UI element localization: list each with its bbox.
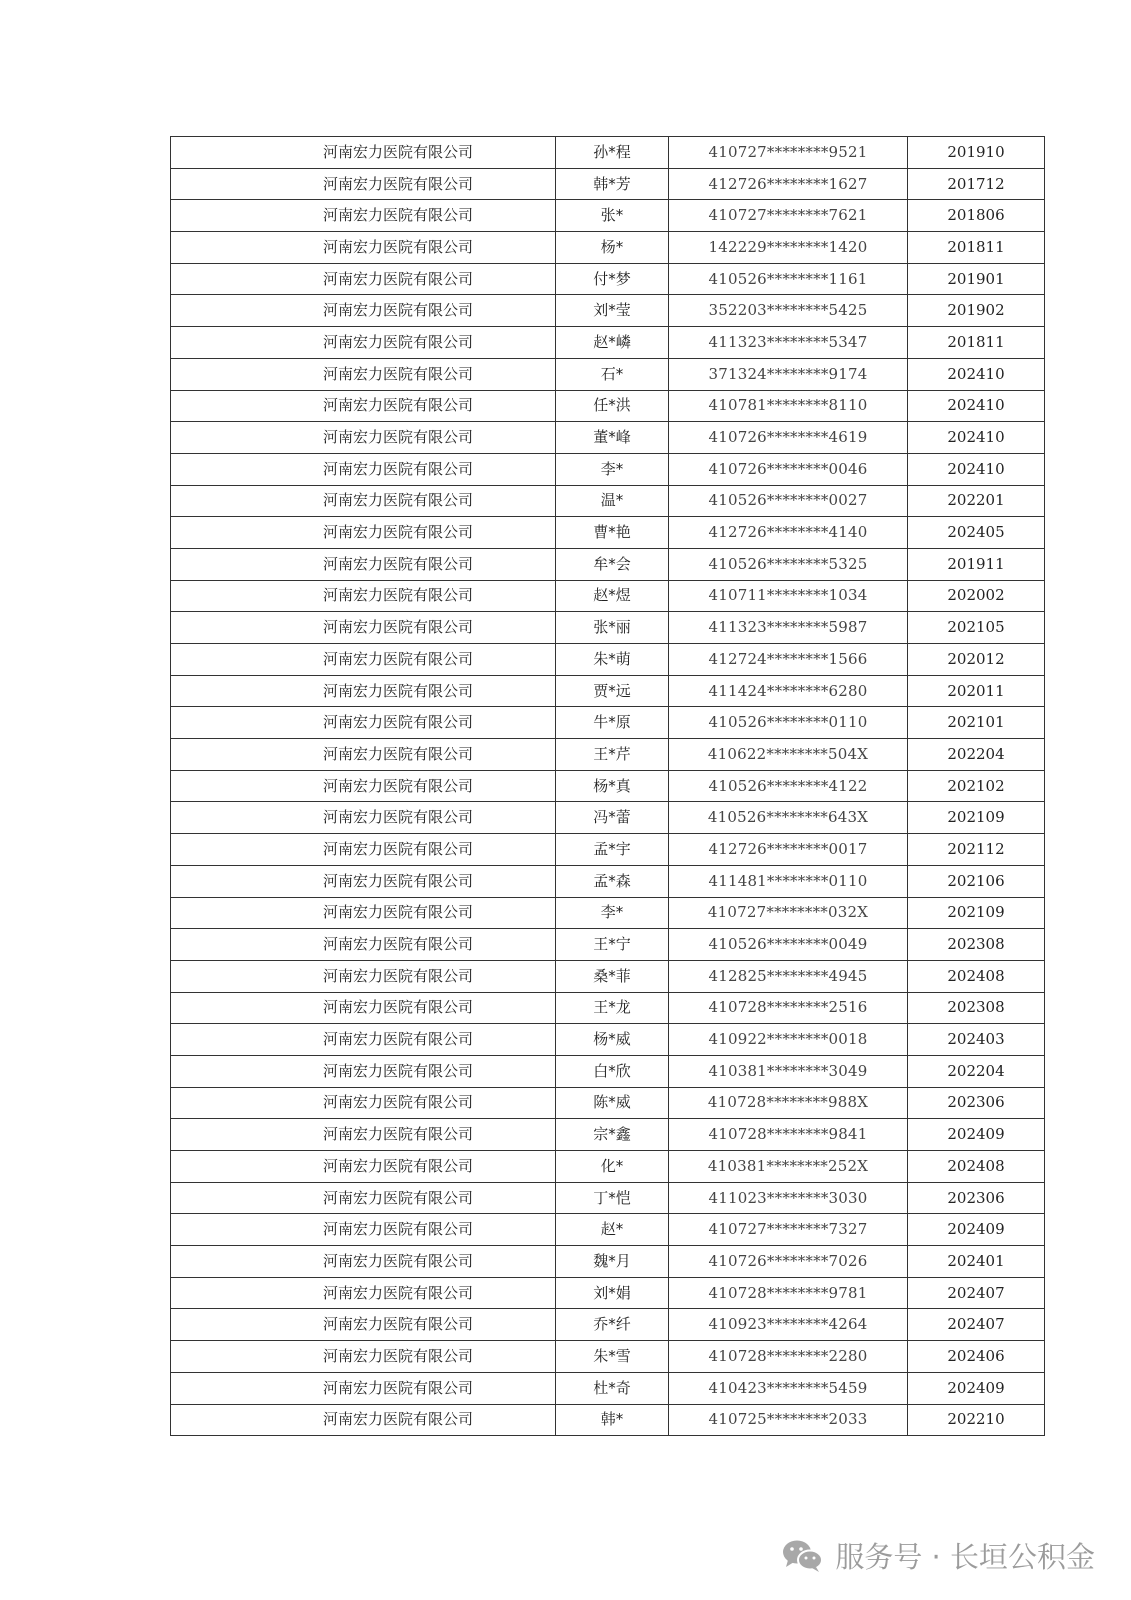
id-number-cell: 412726********0017 <box>669 834 908 866</box>
table-row <box>171 865 1045 897</box>
name-cell: 刘*娟 <box>556 1277 669 1309</box>
name-cell: 朱*萌 <box>556 644 669 676</box>
table-row <box>171 1055 1045 1087</box>
name-cell: 贾*远 <box>556 675 669 707</box>
table-row <box>171 453 1045 485</box>
month-cell: 202109 <box>908 897 1045 929</box>
name-cell: 张* <box>556 200 669 232</box>
month-cell: 202109 <box>908 802 1045 834</box>
id-number-cell: 411323********5987 <box>669 612 908 644</box>
id-number-cell: 410727********7621 <box>669 200 908 232</box>
month-cell: 202306 <box>908 1087 1045 1119</box>
company-cell: 河南宏力医院有限公司 <box>171 739 556 771</box>
records-table-body <box>171 137 1045 1436</box>
month-cell: 202408 <box>908 1151 1045 1183</box>
month-cell: 202308 <box>908 929 1045 961</box>
company-cell: 河南宏力医院有限公司 <box>171 1087 556 1119</box>
name-cell: 温* <box>556 485 669 517</box>
id-number-cell: 410381********252X <box>669 1151 908 1183</box>
table-row <box>171 739 1045 771</box>
table-row <box>171 1404 1045 1436</box>
table-row <box>171 707 1045 739</box>
company-cell: 河南宏力医院有限公司 <box>171 168 556 200</box>
name-cell: 杜*奇 <box>556 1372 669 1404</box>
id-number-cell: 142229********1420 <box>669 232 908 264</box>
id-number-cell: 352203********5425 <box>669 295 908 327</box>
table-row <box>171 327 1045 359</box>
month-cell: 202204 <box>908 1055 1045 1087</box>
company-cell: 河南宏力医院有限公司 <box>171 1404 556 1436</box>
month-cell: 201806 <box>908 200 1045 232</box>
company-cell: 河南宏力医院有限公司 <box>171 137 556 169</box>
name-cell: 赵*煜 <box>556 580 669 612</box>
id-number-cell: 410922********0018 <box>669 1024 908 1056</box>
name-cell: 杨*威 <box>556 1024 669 1056</box>
month-cell: 202408 <box>908 960 1045 992</box>
id-number-cell: 411481********0110 <box>669 865 908 897</box>
id-number-cell: 410726********7026 <box>669 1246 908 1278</box>
month-cell: 201811 <box>908 327 1045 359</box>
name-cell: 宗*鑫 <box>556 1119 669 1151</box>
name-cell: 冯*蕾 <box>556 802 669 834</box>
company-cell: 河南宏力医院有限公司 <box>171 644 556 676</box>
name-cell: 韩* <box>556 1404 669 1436</box>
table-row <box>171 1024 1045 1056</box>
name-cell: 朱*雪 <box>556 1341 669 1373</box>
name-cell: 桑*菲 <box>556 960 669 992</box>
id-number-cell: 410381********3049 <box>669 1055 908 1087</box>
id-number-cell: 412724********1566 <box>669 644 908 676</box>
table-row <box>171 517 1045 549</box>
table-row <box>171 168 1045 200</box>
company-cell: 河南宏力医院有限公司 <box>171 929 556 961</box>
id-number-cell: 410728********2280 <box>669 1341 908 1373</box>
records-table-wrap <box>170 136 1005 1436</box>
company-cell: 河南宏力医院有限公司 <box>171 263 556 295</box>
table-row <box>171 232 1045 264</box>
table-row <box>171 390 1045 422</box>
name-cell: 曹*艳 <box>556 517 669 549</box>
records-table <box>170 136 1045 1436</box>
company-cell: 河南宏力医院有限公司 <box>171 1182 556 1214</box>
month-cell: 202105 <box>908 612 1045 644</box>
id-number-cell: 410622********504X <box>669 739 908 771</box>
month-cell: 202002 <box>908 580 1045 612</box>
name-cell: 韩*芳 <box>556 168 669 200</box>
name-cell: 付*梦 <box>556 263 669 295</box>
table-row <box>171 770 1045 802</box>
name-cell: 孙*程 <box>556 137 669 169</box>
id-number-cell: 412825********4945 <box>669 960 908 992</box>
id-number-cell: 410526********0027 <box>669 485 908 517</box>
table-row <box>171 1119 1045 1151</box>
month-cell: 202308 <box>908 992 1045 1024</box>
watermark-text: 服务号 · 长垣公积金 <box>835 1540 1095 1574</box>
company-cell: 河南宏力医院有限公司 <box>171 517 556 549</box>
table-row <box>171 422 1045 454</box>
month-cell: 202102 <box>908 770 1045 802</box>
month-cell: 202403 <box>908 1024 1045 1056</box>
company-cell: 河南宏力医院有限公司 <box>171 327 556 359</box>
id-number-cell: 410726********4619 <box>669 422 908 454</box>
company-cell: 河南宏力医院有限公司 <box>171 232 556 264</box>
company-cell: 河南宏力医院有限公司 <box>171 612 556 644</box>
name-cell: 牛*原 <box>556 707 669 739</box>
table-row <box>171 834 1045 866</box>
name-cell: 刘*莹 <box>556 295 669 327</box>
month-cell: 201911 <box>908 548 1045 580</box>
table-row <box>171 1309 1045 1341</box>
table-row <box>171 897 1045 929</box>
table-row <box>171 1151 1045 1183</box>
table-row <box>171 548 1045 580</box>
table-row <box>171 580 1045 612</box>
wechat-icon <box>781 1538 825 1574</box>
company-cell: 河南宏力医院有限公司 <box>171 358 556 390</box>
name-cell: 董*峰 <box>556 422 669 454</box>
company-cell: 河南宏力医院有限公司 <box>171 1055 556 1087</box>
company-cell: 河南宏力医院有限公司 <box>171 802 556 834</box>
name-cell: 王*龙 <box>556 992 669 1024</box>
id-number-cell: 371324********9174 <box>669 358 908 390</box>
id-number-cell: 410727********7327 <box>669 1214 908 1246</box>
company-cell: 河南宏力医院有限公司 <box>171 548 556 580</box>
id-number-cell: 410728********9841 <box>669 1119 908 1151</box>
month-cell: 202012 <box>908 644 1045 676</box>
company-cell: 河南宏力医院有限公司 <box>171 992 556 1024</box>
month-cell: 202101 <box>908 707 1045 739</box>
company-cell: 河南宏力医院有限公司 <box>171 960 556 992</box>
name-cell: 孟*宇 <box>556 834 669 866</box>
watermark <box>781 1535 1095 1576</box>
month-cell: 202306 <box>908 1182 1045 1214</box>
id-number-cell: 410727********9521 <box>669 137 908 169</box>
table-row <box>171 485 1045 517</box>
month-cell: 202410 <box>908 453 1045 485</box>
id-number-cell: 410526********0049 <box>669 929 908 961</box>
table-row <box>171 929 1045 961</box>
id-number-cell: 412726********4140 <box>669 517 908 549</box>
name-cell: 王*芹 <box>556 739 669 771</box>
company-cell: 河南宏力医院有限公司 <box>171 1246 556 1278</box>
month-cell: 201910 <box>908 137 1045 169</box>
id-number-cell: 410711********1034 <box>669 580 908 612</box>
id-number-cell: 411424********6280 <box>669 675 908 707</box>
table-row <box>171 992 1045 1024</box>
table-row <box>171 1277 1045 1309</box>
month-cell: 202204 <box>908 739 1045 771</box>
company-cell: 河南宏力医院有限公司 <box>171 200 556 232</box>
name-cell: 孟*森 <box>556 865 669 897</box>
month-cell: 202409 <box>908 1119 1045 1151</box>
month-cell: 201902 <box>908 295 1045 327</box>
id-number-cell: 410725********2033 <box>669 1404 908 1436</box>
id-number-cell: 410781********8110 <box>669 390 908 422</box>
id-number-cell: 410423********5459 <box>669 1372 908 1404</box>
company-cell: 河南宏力医院有限公司 <box>171 1277 556 1309</box>
name-cell: 张*丽 <box>556 612 669 644</box>
company-cell: 河南宏力医院有限公司 <box>171 865 556 897</box>
name-cell: 李* <box>556 453 669 485</box>
id-number-cell: 410728********988X <box>669 1087 908 1119</box>
company-cell: 河南宏力医院有限公司 <box>171 390 556 422</box>
name-cell: 乔*纤 <box>556 1309 669 1341</box>
id-number-cell: 411323********5347 <box>669 327 908 359</box>
month-cell: 202409 <box>908 1372 1045 1404</box>
table-row <box>171 1246 1045 1278</box>
id-number-cell: 412726********1627 <box>669 168 908 200</box>
table-row <box>171 1087 1045 1119</box>
company-cell: 河南宏力医院有限公司 <box>171 1309 556 1341</box>
month-cell: 202410 <box>908 358 1045 390</box>
id-number-cell: 410526********0110 <box>669 707 908 739</box>
company-cell: 河南宏力医院有限公司 <box>171 1024 556 1056</box>
name-cell: 白*欣 <box>556 1055 669 1087</box>
month-cell: 202106 <box>908 865 1045 897</box>
month-cell: 202407 <box>908 1309 1045 1341</box>
name-cell: 魏*月 <box>556 1246 669 1278</box>
month-cell: 202410 <box>908 390 1045 422</box>
id-number-cell: 410526********643X <box>669 802 908 834</box>
table-row <box>171 612 1045 644</box>
company-cell: 河南宏力医院有限公司 <box>171 770 556 802</box>
id-number-cell: 410526********1161 <box>669 263 908 295</box>
table-row <box>171 137 1045 169</box>
id-number-cell: 410727********032X <box>669 897 908 929</box>
table-row <box>171 675 1045 707</box>
company-cell: 河南宏力医院有限公司 <box>171 1151 556 1183</box>
month-cell: 202410 <box>908 422 1045 454</box>
table-row <box>171 644 1045 676</box>
name-cell: 化* <box>556 1151 669 1183</box>
month-cell: 202112 <box>908 834 1045 866</box>
month-cell: 201712 <box>908 168 1045 200</box>
month-cell: 202201 <box>908 485 1045 517</box>
id-number-cell: 410526********5325 <box>669 548 908 580</box>
name-cell: 杨*真 <box>556 770 669 802</box>
company-cell: 河南宏力医院有限公司 <box>171 897 556 929</box>
id-number-cell: 410726********0046 <box>669 453 908 485</box>
month-cell: 202210 <box>908 1404 1045 1436</box>
company-cell: 河南宏力医院有限公司 <box>171 1372 556 1404</box>
month-cell: 202011 <box>908 675 1045 707</box>
company-cell: 河南宏力医院有限公司 <box>171 834 556 866</box>
id-number-cell: 410923********4264 <box>669 1309 908 1341</box>
table-row <box>171 1182 1045 1214</box>
name-cell: 杨* <box>556 232 669 264</box>
month-cell: 202407 <box>908 1277 1045 1309</box>
month-cell: 201901 <box>908 263 1045 295</box>
table-row <box>171 1341 1045 1373</box>
table-row <box>171 295 1045 327</box>
name-cell: 陈*威 <box>556 1087 669 1119</box>
name-cell: 赵*嶙 <box>556 327 669 359</box>
id-number-cell: 410526********4122 <box>669 770 908 802</box>
table-row <box>171 802 1045 834</box>
table-row <box>171 358 1045 390</box>
name-cell: 赵* <box>556 1214 669 1246</box>
table-row <box>171 960 1045 992</box>
table-row <box>171 1372 1045 1404</box>
name-cell: 王*宁 <box>556 929 669 961</box>
company-cell: 河南宏力医院有限公司 <box>171 422 556 454</box>
company-cell: 河南宏力医院有限公司 <box>171 675 556 707</box>
month-cell: 202401 <box>908 1246 1045 1278</box>
company-cell: 河南宏力医院有限公司 <box>171 1341 556 1373</box>
company-cell: 河南宏力医院有限公司 <box>171 453 556 485</box>
id-number-cell: 411023********3030 <box>669 1182 908 1214</box>
month-cell: 202405 <box>908 517 1045 549</box>
company-cell: 河南宏力医院有限公司 <box>171 485 556 517</box>
name-cell: 李* <box>556 897 669 929</box>
table-row <box>171 263 1045 295</box>
name-cell: 牟*会 <box>556 548 669 580</box>
company-cell: 河南宏力医院有限公司 <box>171 580 556 612</box>
company-cell: 河南宏力医院有限公司 <box>171 295 556 327</box>
company-cell: 河南宏力医院有限公司 <box>171 707 556 739</box>
month-cell: 202406 <box>908 1341 1045 1373</box>
name-cell: 石* <box>556 358 669 390</box>
id-number-cell: 410728********9781 <box>669 1277 908 1309</box>
name-cell: 任*洪 <box>556 390 669 422</box>
month-cell: 202409 <box>908 1214 1045 1246</box>
id-number-cell: 410728********2516 <box>669 992 908 1024</box>
company-cell: 河南宏力医院有限公司 <box>171 1119 556 1151</box>
company-cell: 河南宏力医院有限公司 <box>171 1214 556 1246</box>
table-row <box>171 1214 1045 1246</box>
name-cell: 丁*恺 <box>556 1182 669 1214</box>
table-row <box>171 200 1045 232</box>
month-cell: 201811 <box>908 232 1045 264</box>
